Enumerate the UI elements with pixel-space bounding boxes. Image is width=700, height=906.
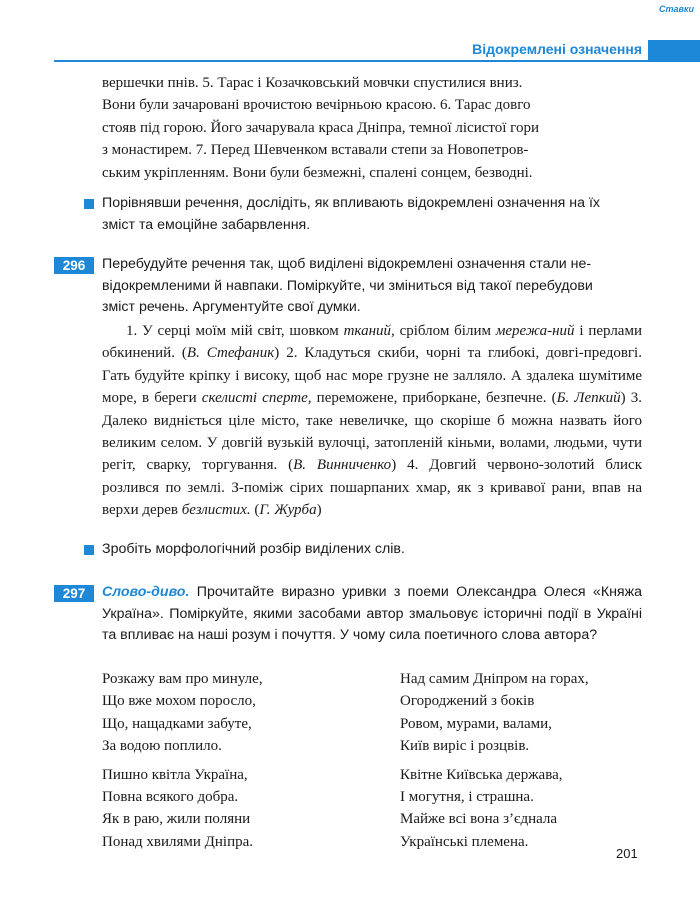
- task-note-1: [102, 193, 642, 236]
- highlighted-word: скелисті сперте,: [201, 390, 312, 407]
- poem-line: Розкажу вам про минуле,: [102, 671, 263, 687]
- poem-right-column: [400, 668, 589, 853]
- poem-line: Що вже мохом поросло,: [102, 693, 256, 710]
- page-number: 201: [616, 846, 638, 861]
- task-marker-square: [84, 545, 94, 555]
- poem-line: За водою поплило.: [102, 738, 222, 755]
- text-line: Порівнявши речення, дослідіть, як впливають відокремлені означення на їх: [102, 195, 601, 211]
- text-run: (: [250, 502, 260, 519]
- poem-line: Квітне Київська держава,: [400, 766, 563, 783]
- text-run: переможене, приборкане, безпечне. (: [311, 390, 557, 407]
- poem-line: І могутня, і страшна.: [400, 789, 534, 806]
- exercise-lead-title: Слово-диво.: [102, 584, 190, 600]
- text-line: Вони були зачаровані врочистою вечірньою красою. 6. Тарас довго: [102, 97, 531, 114]
- header-accent-block: [648, 40, 700, 62]
- text-run: ) 2. Кладуться скиби, чорні та глибокі, довгі-предовгі. Гать будуйте кріпку і високу, щоб нас море грузне не залляло. А здалека шумітиме море, в береги: [102, 345, 642, 407]
- text-line: з монастирем. 7. Перед Шевченком вставали степи за Новопетров-: [102, 142, 529, 159]
- exercise-number-297: 297: [54, 585, 94, 602]
- exercise-296-note: Зробіть морфологічний розбір виділених слів.: [102, 541, 405, 557]
- section-header: [54, 40, 648, 62]
- poem-left-column: [102, 668, 263, 853]
- corner-logo: Ставки: [658, 4, 694, 14]
- poem-line: Українські племена.: [400, 833, 529, 850]
- task-marker-square: [84, 199, 94, 209]
- text-line: зміст речень. Аргументуйте свої думки.: [102, 299, 361, 315]
- text-run: і перлами обкинений. (: [102, 323, 642, 362]
- text-run: ): [316, 502, 322, 519]
- poem-line: Пишно квітла Україна,: [102, 766, 248, 783]
- highlighted-word: безлистих.: [181, 502, 251, 519]
- text-run: сріблом білим: [394, 323, 496, 339]
- text-line: Перебудуйте речення так, щоб виділені відокремлені означення стали не-: [102, 256, 592, 272]
- poem-line: Огороджений з боків: [400, 693, 535, 710]
- exercise-296-instruction: [102, 254, 642, 319]
- poem-line: Майже всі вона з’єднала: [400, 811, 558, 828]
- text-continuation: [102, 72, 642, 184]
- poem-line: Як в раю, жили поляни: [102, 811, 251, 828]
- author-name: Г. Журба: [259, 502, 317, 519]
- highlighted-word: мережа-ний: [495, 323, 575, 339]
- text-run: 1. У серці моїм мій світ, шовком: [126, 323, 344, 339]
- text-line: зміст та емоційне забарвлення.: [102, 216, 311, 233]
- section-title: Відокремлені означення: [472, 41, 642, 57]
- text-run: Прочитайте виразно уривки з поеми Олександра Олеся «Княжа Україна». Поміркуйте, якими засобами автор змальовує історичні події в Україні та впливає на наші розум і почуття. У чому сила поетичного слова автора?: [102, 584, 642, 643]
- author-name: В. Винниченко: [293, 457, 392, 474]
- author-name: В. Стефаник: [186, 345, 275, 362]
- text-line: ським укріпленням. Вони були безмежні, спалені сонцем, безводні.: [102, 164, 533, 181]
- poem-line: Що, нащадками забуте,: [102, 715, 252, 732]
- text-line: відокремленими й навпаки. Поміркуйте, чи зміниться від такої перебудови: [102, 277, 593, 294]
- exercise-number-296: 296: [54, 257, 94, 274]
- text-run: ) 3. Далеко видніється ціле місто, таке невеличке, що скоріше б можна назвать його великим селом. У довгій вузькій вулочці, затопленій кіньми, волами, людьми, чути регіт, сварку, торгування. (: [102, 390, 643, 474]
- author-name: Б. Лепкий: [556, 390, 621, 407]
- poem-line: Над самим Дніпром на горах,: [400, 671, 589, 687]
- poem-line: Повна всякого добра.: [102, 789, 239, 806]
- poem-line: Київ виріс і розцвів.: [400, 738, 530, 755]
- text-run: ) 4. Довгий червоно-золотий блиск розлився по землі. З-поміж сірих пошарпаних хмар, як з кривавої рани, впав на верхи дерев: [102, 457, 642, 519]
- text-line: стояв під горою. Його зачарувала краса Дніпра, темної лісистої гори: [102, 119, 539, 136]
- exercise-296-text: [102, 320, 642, 522]
- exercise-297-instruction: [102, 582, 642, 647]
- text-line: вершечки пнів. 5. Тарас і Козачковський мовчки спустилися вниз.: [102, 75, 523, 91]
- poem-line: Понад хвилями Дніпра.: [102, 833, 254, 850]
- highlighted-word: тканий,: [343, 323, 395, 339]
- poem-line: Ровом, мурами, валами,: [400, 715, 552, 732]
